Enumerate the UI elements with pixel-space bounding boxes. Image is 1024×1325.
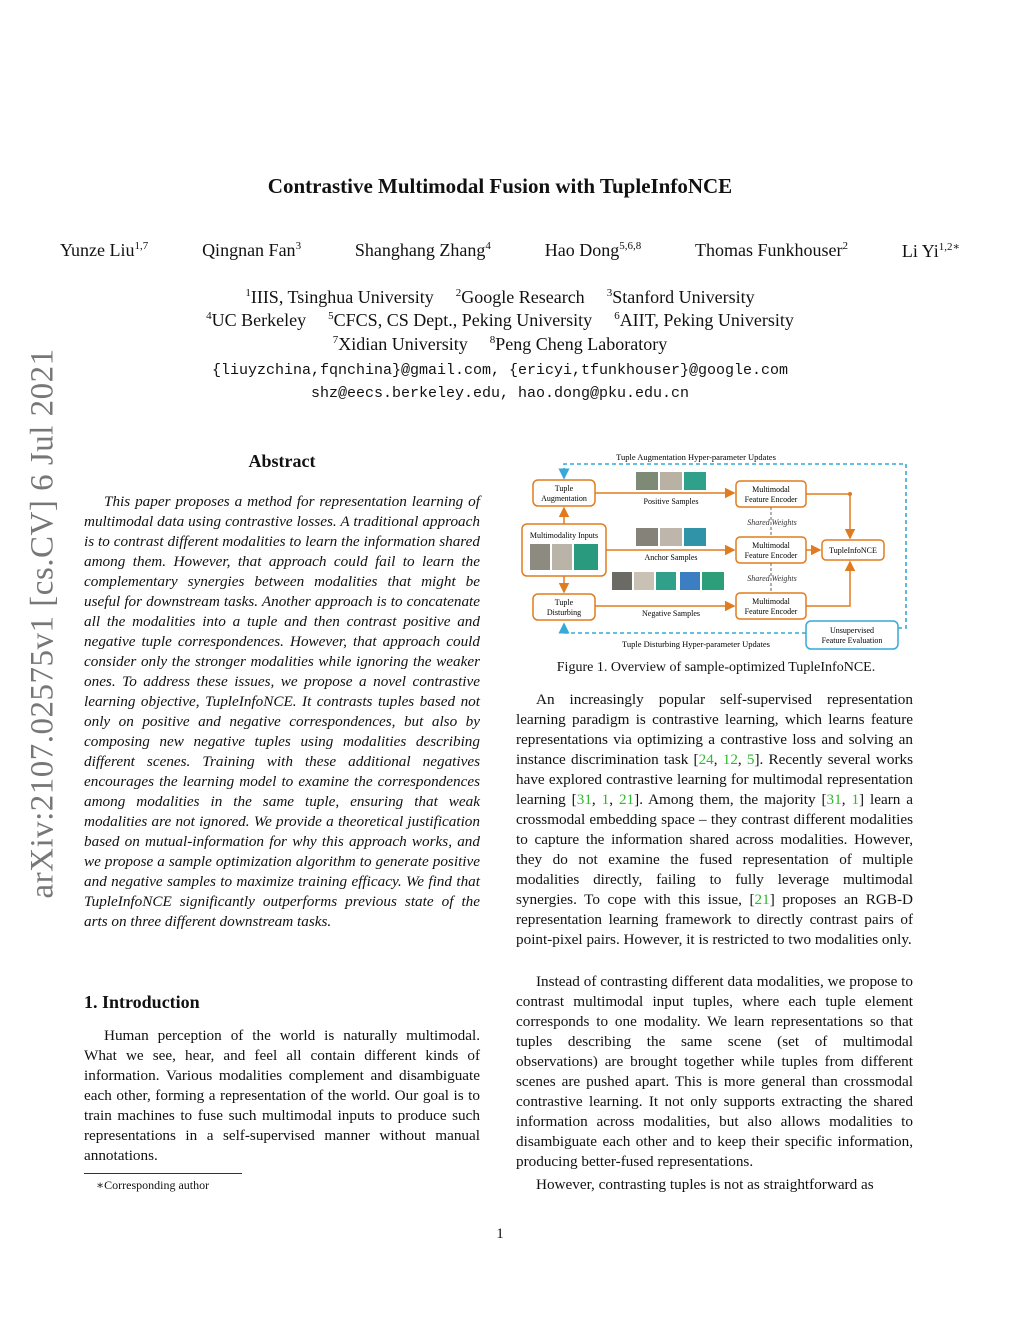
positive-thumbnail [660,472,682,490]
intro-paragraph: However, contrasting tuples is not as straightforward as [536,1176,874,1193]
citation-link[interactable]: 1 [601,791,610,808]
box-label: TupleInfoNCE [829,546,877,555]
box-label: Tuple [554,598,574,607]
bottom-loop-label: Tuple Disturbing Hyper-parameter Updates [622,639,770,649]
negative-thumbnail [680,572,700,590]
positive-thumbnail [684,472,706,490]
box-label: Unsupervised [830,626,874,635]
box-label: Feature Encoder [744,495,798,504]
citation-link[interactable]: 12 [722,751,738,768]
paragraph-text: , [591,791,602,808]
shared-weights-label: Shared Weights [747,574,797,583]
figure-overview-diagram [516,448,912,654]
negative-thumbnail [656,572,676,590]
paragraph-text: ] learn a crossmodal embedding space – they contrast different modalities to capture the information shared across modalities. However, they do not examine the fused representation of multiple modalities directly, failing to fully leverage multimodal synergies. To cope with this issue, [ [516,791,914,908]
disturbing-feedback-arrow [564,624,806,633]
abstract-heading: Abstract [248,451,316,471]
citation-link[interactable]: 24 [698,751,714,768]
box-label: Multimodal [752,541,790,550]
page-number: 1 [496,1226,504,1242]
box-label: Feature Encoder [744,551,798,560]
author: Qingnan Fan$^3$ [202,240,302,260]
box-label: Feature Evaluation [821,636,883,645]
paragraph-text: ]. Recently several works have explored contrastive learning for multimodal representation learning [ [516,751,914,808]
author: Li $Yi^{1,2∗}$ [901,241,960,261]
paragraph-text: ]. Among them, the majority [ [634,791,827,808]
negative-samples-label: Negative Samples [642,609,700,618]
paragraph-text: , [713,751,723,768]
author: Yunze Liu$^{1,7}$ [60,240,149,260]
citation-link[interactable]: 31 [826,791,842,808]
email-line: {liuyzchina,fqnchina}@gmail.com, {ericyi,tfunkhouser}@google.com [211,362,789,379]
citation-link[interactable]: 21 [618,791,635,808]
citation-link[interactable]: 5 [746,751,755,768]
affiliation-line: $^1$IIIS, Tsinghua University $^2$Google Research $^3$Stanford University [245,287,755,307]
negative-thumbnail [612,572,632,590]
paragraph-text: ] proposes an RGB-D representation learning framework to directly contrast pairs of point-pixel pairs. However, it is restricted to two modalities only. [516,891,914,948]
figure-caption: Figure 1. Overview of sample-optimized TupleInfoNCE. [556,660,876,675]
email-line: shz@eecs.berkeley.edu, hao.dong@pku.edu.cn [310,385,690,402]
box-label: Multimodal [752,485,790,494]
anchor-thumbnail [636,528,658,546]
shared-weights-label: Shared Weights [747,518,797,527]
top-loop-label: Tuple Augmentation Hyper-parameter Updates [616,452,776,462]
footnote: ∗Corresponding author [96,1178,210,1192]
negative-thumbnail [702,572,724,590]
citation-link[interactable]: 21 [754,891,770,908]
author: Hao Dong$^{5,6,8}$ [544,240,642,260]
affiliation-line: $^4$UC Berkeley $^5$CFCS, CS Dept., Peking University $^6$AIIT, Peking University [206,310,794,330]
arxiv-identifier: arXiv:2107.02575v1 [cs.CV] 6 Jul 2021 [24,348,61,899]
anchor-samples-label: Anchor Samples [644,553,698,562]
intro-paragraph [516,690,913,950]
box-label: Disturbing [546,608,582,617]
abstract-text: This paper proposes a method for representation learning of multimodal data using contrastive losses. A traditional approach is to contrast different modalities to learn the information shared among them. However, that approach could fail to learn the complementary synergies between modalities that might be useful for downstream tasks. Another approach is to concatenate all the modalities into a tuple and then contrast positive and negative tuple correspondences. However, that approach could consider only the stronger modalities while ignoring the weaker ones. To address these issues, we propose a novel contrastive learning objective, TupleInfoNCE. It contrasts tuples based not only on positive and negative correspondences, but also by composing new negative tuples using modalities describing different scenes. Training with these additional negatives encourages the learning model to examine the correspondences among modalities in the same tuple, ensuring that weak modalities are not ignored. We provide a theoretical justification based on mutual-information for why this approach works, and we propose a sample optimization algorithm to generate positive and negative samples to maximize training efficacy. We find that TupleInfoNCE significantly outperforms previous state of the arts on three different downstream tasks. [84,493,480,930]
paper-title: Contrastive Multimodal Fusion with TupleInfoNCE [267,174,733,198]
box-label: Augmentation [541,494,587,503]
positive-thumbnail [636,472,658,490]
paragraph-text: , [737,751,747,768]
author: Thomas Funkhouser$^2$ [695,240,849,260]
intro-paragraph: Human perception of the world is naturally multimodal. What we see, hear, and feel all contain different kinds of information. Various modalities complement and disambiguate each other, forming a representation of the world. Our goal is to train machines to fuse such multimodal inputs to produce such representations in a self-supervised manner without manual annotations. [84,1027,480,1164]
input-thumbnail-normal [574,544,598,570]
box-label: Tuple [554,484,574,493]
section-heading: 1. Introduction [84,992,200,1012]
author-list [60,240,960,262]
box-label: Multimodal [752,597,790,606]
input-thumbnail-depth [552,544,572,570]
intro-paragraph: Instead of contrasting different data modalities, we propose to contrast multimodal input tuples, where each tuple element corresponds to one modality. We learn representations so that tuples describing the same scene (set of multimodal observations) are brought together while tuples from different scenes are pushed apart. This is more general than crossmodal contrastive learning. It not only supports extracting the shared information across modalities, but also allows modalities to disambiguate each other and to keep their specific information, producing better-fused representations. [516,973,913,1170]
citation-link[interactable]: 31 [576,791,592,808]
affiliation-line: $^7$Xidian University $^8$Peng Cheng Laboratory [332,334,668,354]
positive-samples-label: Positive Samples [643,497,699,506]
author: Shanghang Zhang$^4$ [354,240,491,260]
paragraph-text: An increasingly popular self-supervised representation learning paradigm is contrastive learning, which learns feature representations via optimizing a contrastive loss and solving an instance discrimination task [ [516,691,913,768]
footnote-rule [84,1173,242,1174]
anchor-thumbnail [660,528,682,546]
citation-link[interactable]: 1 [851,791,860,808]
input-thumbnail-rgb [530,544,550,570]
box-label: Multimodality Inputs [529,531,599,540]
anchor-thumbnail [684,528,706,546]
box-label: Feature Encoder [744,607,798,616]
paragraph-text: , [841,791,852,808]
paragraph-text: , [609,791,619,808]
negative-thumbnail [634,572,654,590]
